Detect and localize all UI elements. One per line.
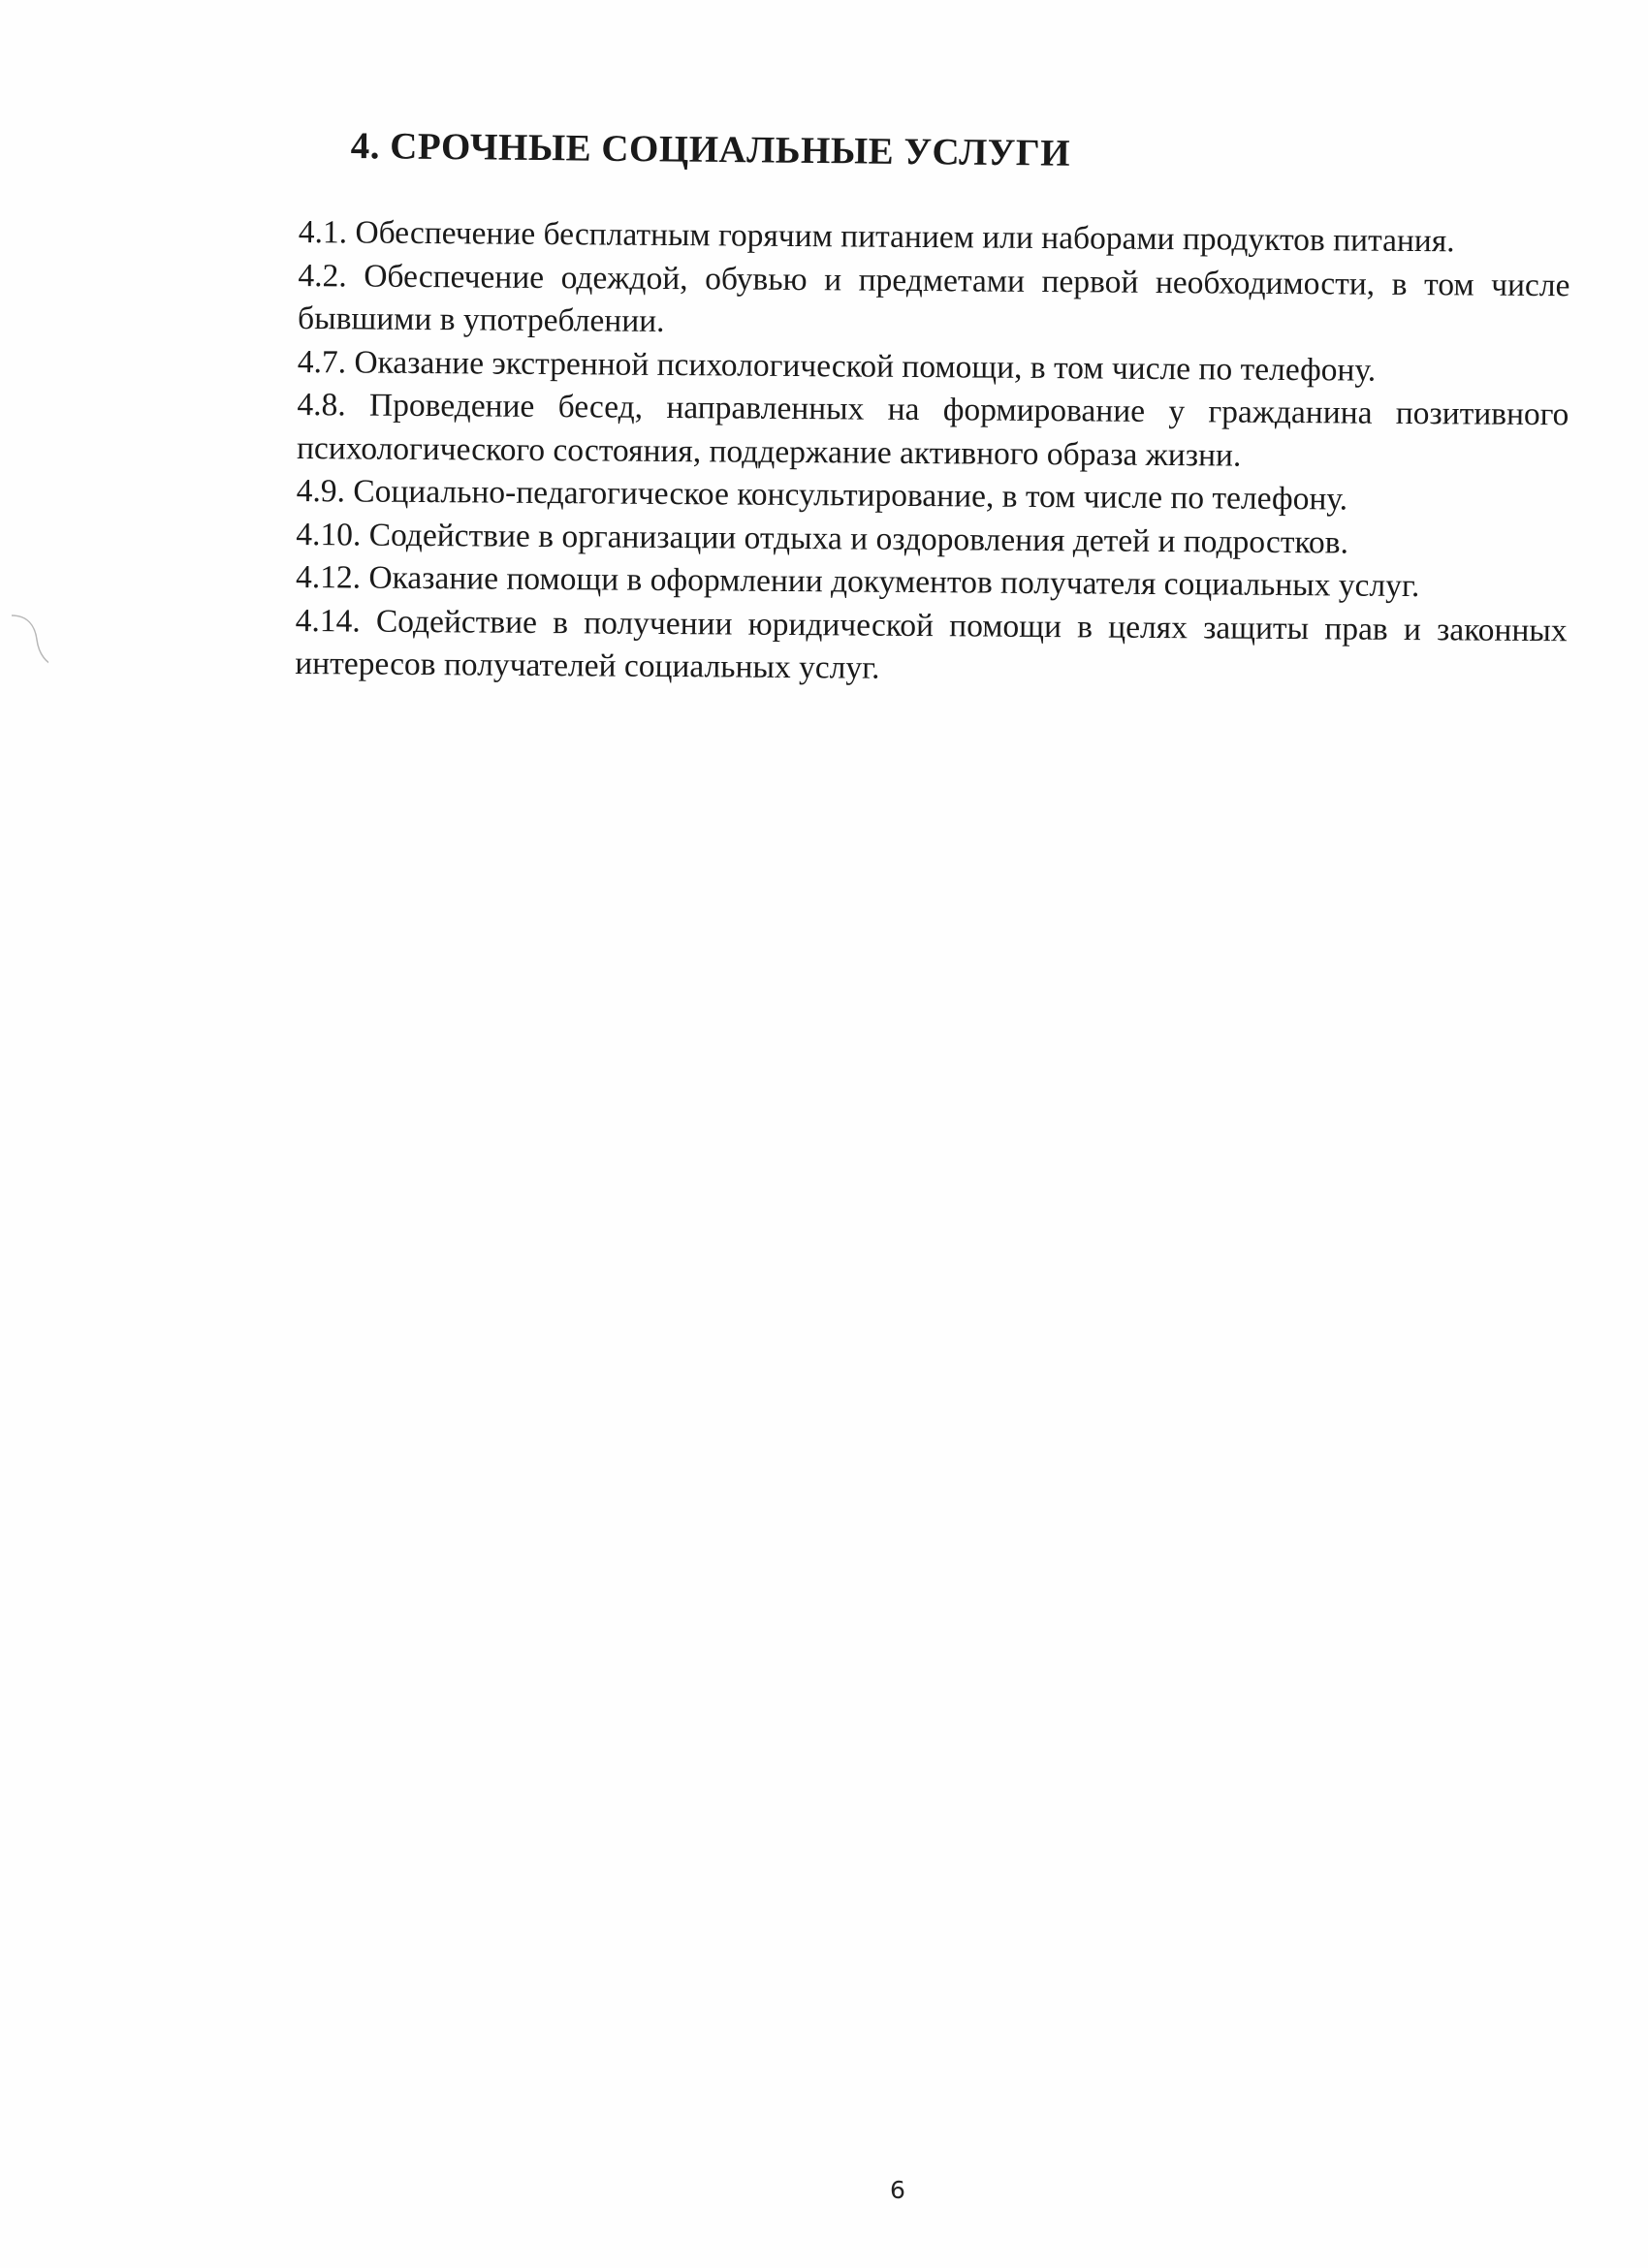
page-number: 6: [890, 2176, 905, 2204]
service-item-4-2: 4.2. Обеспечение одеждой, обувью и предметами первой необходимости, в том числе бывшими в употреблении.: [297, 257, 1570, 339]
scan-artifact-mark: [10, 596, 48, 674]
service-item-4-7: 4.7. Оказание экстренной психологической помощи, в том числе по телефону.: [297, 343, 1377, 389]
services-list: [295, 211, 1570, 696]
service-item-4-12: 4.12. Оказание помощи в оформлении документов получателя социальных услуг.: [295, 558, 1420, 605]
service-item-4-9: 4.9. Социально-педагогическое консультирование, в том числе по телефону.: [296, 472, 1348, 518]
service-item-4-10: 4.10. Содействие в организации отдыха и оздоровления детей и подростков.: [296, 516, 1349, 561]
service-item-4-14: 4.14. Содействие в получении юридической помощи в целях защиты прав и законных интересов получателей социальных услуг.: [295, 602, 1568, 686]
service-item-4-1: 4.1. Обеспечение бесплатным горячим питанием или наборами продуктов питания.: [298, 213, 1455, 260]
section-title: 4. СРОЧНЫЕ СОЦИАЛЬНЫЕ УСЛУГИ: [350, 124, 1071, 174]
service-item-4-8: 4.8. Проведение бесед, направленных на формирование у гражданина позитивного психологического состояния, поддержание активного образа жизни.: [296, 386, 1569, 474]
